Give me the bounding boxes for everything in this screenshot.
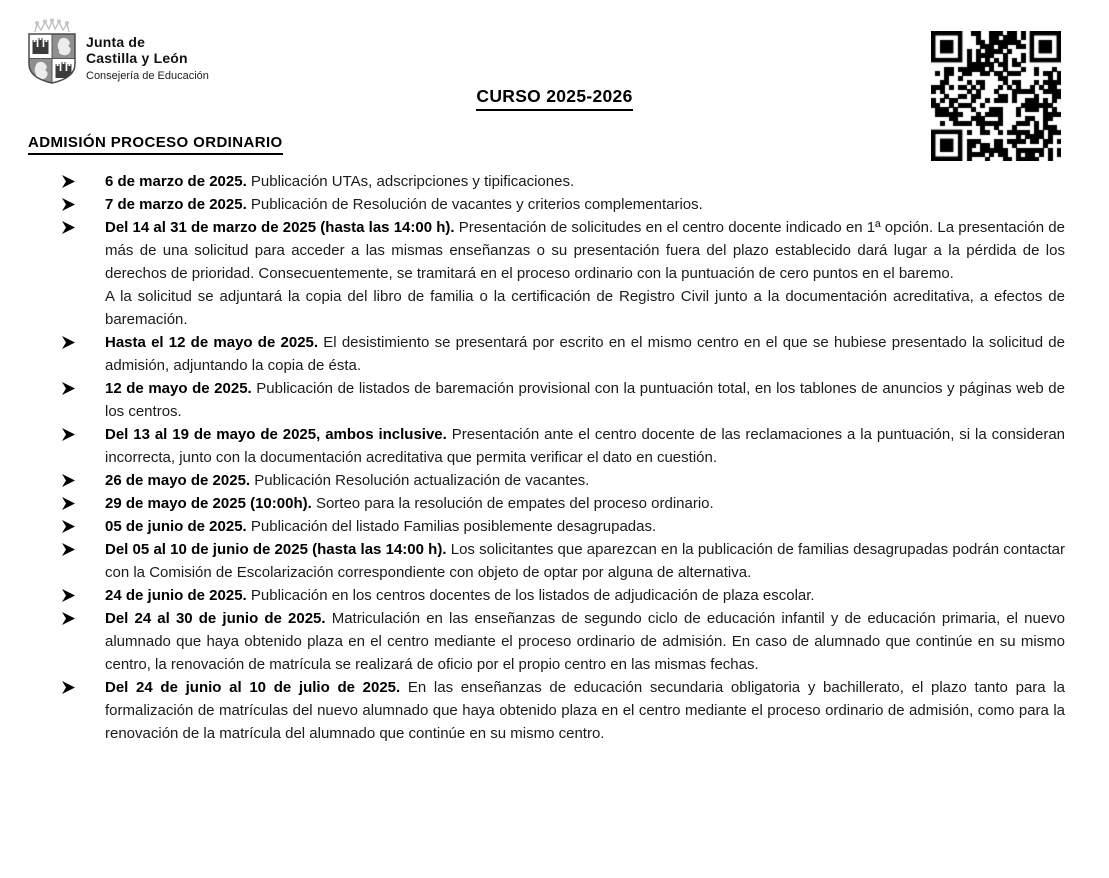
logo-line-2: Castilla y León <box>86 50 188 66</box>
arrow-bullet-icon <box>62 612 76 625</box>
schedule-item-text: Del 05 al 10 de junio de 2025 (hasta las 14:00 h). Los solicitantes que aparezcan en la publicación de familias desagrupadas podrán contactar con la Comisión de Escolarización correspondiente con objeto de optar por alguna de alternativa. <box>105 541 1065 581</box>
arrow-bullet-icon <box>62 681 76 694</box>
schedule-item-date: Hasta el 12 de mayo de 2025. <box>105 334 319 351</box>
document-title: CURSO 2025-2026 <box>476 86 632 111</box>
logo-subtitle: Consejería de Educación <box>86 70 209 82</box>
schedule-item <box>0 170 1065 193</box>
schedule-item-date: Del 13 al 19 de mayo de 2025, ambos inclusive. <box>105 426 447 443</box>
schedule-item-text: Del 24 al 30 de junio de 2025. Matriculación en las enseñanzas de segundo ciclo de educación infantil y de educación primaria, el nuevo alumnado que haya obtenido plaza en el centro mediante el proceso ordinario de admisión. En caso de alumnado que continúe en su mismo centro, la renovación de matrícula se realizará de oficio por el propio centro en las mismas fechas. <box>105 610 1066 673</box>
schedule-item-date: 7 de marzo de 2025. <box>105 196 247 213</box>
section-heading: ADMISIÓN PROCESO ORDINARIO <box>28 134 283 155</box>
schedule-item-text: 7 de marzo de 2025. Publicación de Resolución de vacantes y criterios complementarios. <box>105 196 703 213</box>
schedule-item-text: 6 de marzo de 2025. Publicación UTAs, adscripciones y tipificaciones. <box>105 173 575 190</box>
schedule-item-text: 05 de junio de 2025. Publicación del listado Familias posiblemente desagrupadas. <box>105 518 657 535</box>
schedule-item <box>0 377 1065 423</box>
schedule-item-continuation: A la solicitud se adjuntará la copia del libro de familia o la certificación de Registro Civil junto a la documentación acreditativa, a efectos de baremación. <box>105 288 1065 328</box>
schedule-list <box>0 170 1109 745</box>
arrow-bullet-icon <box>62 589 76 602</box>
schedule-item-text: 26 de mayo de 2025. Publicación Resolución actualización de vacantes. <box>105 472 590 489</box>
arrow-bullet-icon <box>62 382 76 395</box>
schedule-item <box>0 538 1065 584</box>
junta-castilla-leon-coat-of-arms-icon <box>26 18 78 88</box>
arrow-bullet-icon <box>62 428 76 441</box>
logo-line-1: Junta de <box>86 34 146 50</box>
schedule-item <box>0 584 1065 607</box>
schedule-item-text: 24 de junio de 2025. Publicación en los centros docentes de los listados de adjudicación de plaza escolar. <box>105 587 815 604</box>
schedule-item-text: Del 24 de junio al 10 de julio de 2025. En las enseñanzas de educación secundaria obligatoria y bachillerato, el plazo tanto para la formalización de matrículas del nuevo alumnado que haya obtenido plaza en el centro mediante el proceso ordinario de admisión, como para la renovación de la matrícula del alumnado que continúe en su mismo centro. <box>105 679 1065 742</box>
schedule-item-date: 05 de junio de 2025. <box>105 518 247 535</box>
schedule-item-date: 12 de mayo de 2025. <box>105 380 252 397</box>
schedule-item-date: 26 de mayo de 2025. <box>105 472 251 489</box>
arrow-bullet-icon <box>62 543 76 556</box>
arrow-bullet-icon <box>62 198 76 211</box>
schedule-item-date: 6 de marzo de 2025. <box>105 173 247 190</box>
arrow-bullet-icon <box>62 474 76 487</box>
schedule-item-text: Hasta el 12 de mayo de 2025. El desistimiento se presentará por escrito en el mismo centro en el que se hubiese presentado la solicitud de admisión, adjuntando la copia de ésta. <box>105 334 1065 374</box>
schedule-item-text: 29 de mayo de 2025 (10:00h). Sorteo para la resolución de empates del proceso ordinario. <box>105 495 714 512</box>
section-heading-row <box>28 134 283 155</box>
schedule-item-date: Del 05 al 10 de junio de 2025 (hasta las 14:00 h). <box>105 541 447 558</box>
schedule-item-text: Del 13 al 19 de mayo de 2025, ambos inclusive. Presentación ante el centro docente de las reclamaciones a la puntuación, si la consideran incorrecta, junto con la documentación acreditativa que permita verificar el dato en cuestión. <box>105 426 1066 466</box>
arrow-bullet-icon <box>62 221 76 234</box>
schedule-item-date: 24 de junio de 2025. <box>105 587 247 604</box>
schedule-item-text: Del 14 al 31 de marzo de 2025 (hasta las 14:00 h). Presentación de solicitudes en el centro docente indicado en 1ª opción. La presentación de más de una solicitud para acceder a las mismas enseñanzas o su presentación fuera del plazo establecido dará lugar a la pérdida de los derechos de prioridad. Consecuentemente, se tramitará en el proceso ordinario con la puntuación de cero puntos en el baremo. <box>105 219 1065 282</box>
schedule-item-date: Del 24 al 30 de junio de 2025. <box>105 610 326 627</box>
logo-text <box>86 34 209 83</box>
qr-code <box>931 31 1061 161</box>
schedule-item-date: Del 24 de junio al 10 de julio de 2025. <box>105 679 401 696</box>
logo <box>26 18 209 88</box>
schedule-item <box>0 515 1065 538</box>
schedule-item <box>0 193 1065 216</box>
arrow-bullet-icon <box>62 336 76 349</box>
schedule-item-date: 29 de mayo de 2025 (10:00h). <box>105 495 312 512</box>
schedule-item <box>0 492 1065 515</box>
schedule-item-text: 12 de mayo de 2025. Publicación de listados de baremación provisional con la puntuación total, en los tablones de anuncios y páginas web de los centros. <box>105 380 1065 420</box>
schedule-item <box>0 216 1065 331</box>
schedule-item <box>0 469 1065 492</box>
schedule-item <box>0 607 1065 676</box>
schedule-item <box>0 423 1065 469</box>
schedule-item <box>0 676 1065 745</box>
arrow-bullet-icon <box>62 520 76 533</box>
arrow-bullet-icon <box>62 497 76 510</box>
qr-code-canvas <box>931 31 1061 161</box>
arrow-bullet-icon <box>62 175 76 188</box>
schedule-item-date: Del 14 al 31 de marzo de 2025 (hasta las 14:00 h). <box>105 219 455 236</box>
schedule-item <box>0 331 1065 377</box>
